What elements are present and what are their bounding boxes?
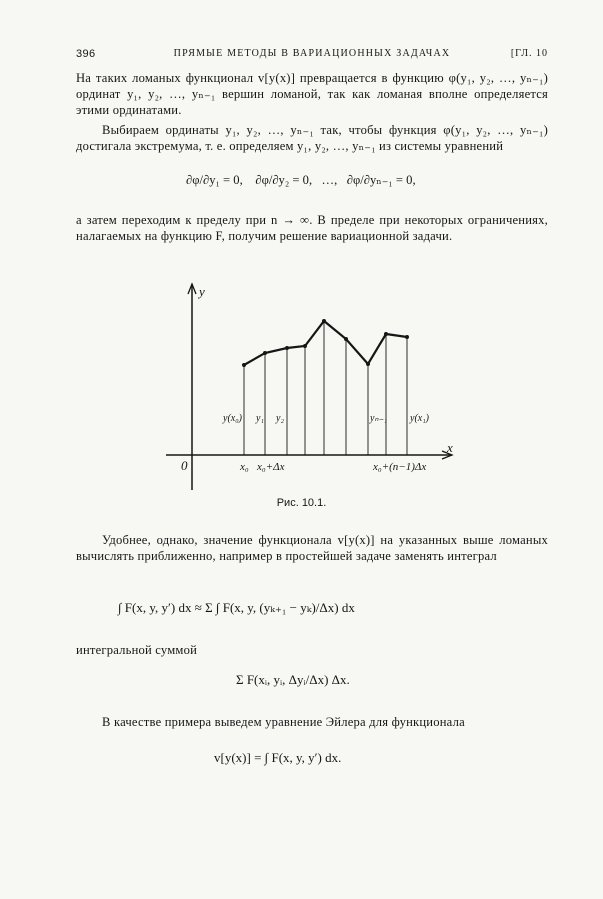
tick-x0-dx: x₀+Δx (257, 461, 285, 473)
paragraph-3: а затем переходим к пределу при n → ∞. В пределе при некоторых ограничениях, налагаемых на функцию F, получим решение вариационной задачи. (76, 213, 548, 243)
equation-functional: v[y(x)] = ∫ F(x, y, y′) dx. (214, 750, 342, 765)
figure-caption: Рис. 10.1. (276, 497, 327, 509)
label-y2: y₂ (276, 413, 284, 424)
broken-line (244, 321, 407, 365)
paragraph-6: В качестве примера выведем уравнение Эйлера для функционала (102, 715, 465, 729)
eq1-part1: ∂φ/∂y₁ = 0, (186, 173, 243, 187)
tick-x0: x₀ (240, 461, 249, 473)
axis-label-x: x (447, 440, 453, 455)
eq1-part2: ∂φ/∂y₂ = 0, (255, 173, 313, 187)
eq1-dots: …, (321, 173, 338, 187)
paragraph-4: Удобнее, однако, значение функционала v[y(x)] на указанных выше ломаных вычислять приближенно, например в простейшей задаче заменять интеграл (76, 533, 548, 563)
equation-integral-sum: Σ F(xᵢ, yᵢ, Δyᵢ/Δx) Δx. (236, 672, 350, 687)
origin-label: 0 (181, 458, 188, 473)
paragraph-1: На таких ломаных функционал v[y(x)] превращается в функцию φ(y₁, y₂, …, yₙ₋₁) ординат y₁, y₂, …, yₙ₋₁ вершин ломаной, так как ломаная вполне определяется этими ординатами. (76, 71, 548, 117)
label-yn-1: yₙ₋₁ (370, 413, 388, 424)
tick-xn-1: x₀+(n−1)Δx (373, 461, 427, 473)
page-number: 396 (76, 48, 96, 60)
label-y1: y₁ (256, 413, 264, 424)
running-title: ПРЯМЫЕ МЕТОДЫ В ВАРИАЦИОННЫХ ЗАДАЧАХ (173, 48, 451, 59)
eq1-part3: ∂φ/∂yₙ₋₁ = 0, (346, 173, 416, 187)
paragraph-2: Выбираем ординаты y₁, y₂, …, yₙ₋₁ так, чтобы функция φ(y₁, y₂, …, yₙ₋₁) достигала экстремума, т. е. определяем y₁, y₂, …, yₙ₋₁ из системы уравнений (76, 123, 548, 153)
label-y-x1: y(x₁) (410, 413, 430, 424)
label-y-x0: y(x₀) (223, 413, 243, 424)
equation-integral-approx: ∫ F(x, y, y′) dx ≈ Σ ∫ F(x, y, (yₖ₊₁ − yₖ)/Δx) dx (118, 600, 355, 615)
axis-label-y: y (199, 284, 205, 299)
chapter-label: [ГЛ. 10 (510, 48, 548, 59)
paragraph-5: интегральной суммой (76, 643, 198, 657)
vertex-dots (242, 319, 409, 367)
